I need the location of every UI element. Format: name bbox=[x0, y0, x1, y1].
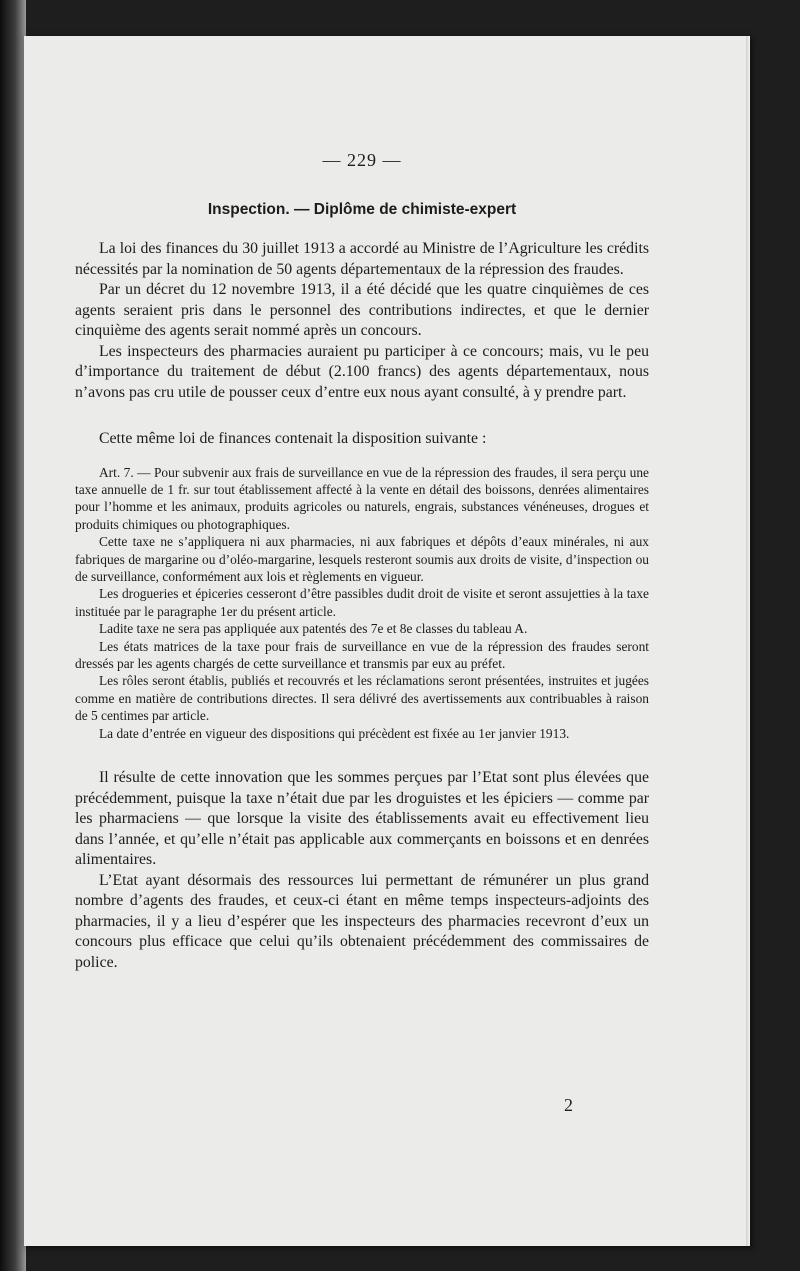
section-heading: Inspection. — Diplôme de chimiste-expert bbox=[207, 201, 517, 218]
page-content bbox=[75, 150, 649, 973]
article-paragraph: Les rôles seront établis, publiés et recouvrés et les réclamations seront présentées, instruites et jugées comme en matière de contributions directes. Il sera délivré des avertissements aux contribuables à raison de 5 centimes par article. bbox=[75, 673, 649, 724]
signature-mark: 2 bbox=[564, 1095, 573, 1115]
article-paragraph: Art. 7. — Pour subvenir aux frais de surveillance en vue de la répression des fraudes, il sera perçu une taxe annuelle de 1 fr. sur tout établissement affecté à la vente en détail des boissons, denrées alimentaires pour l’homme et les animaux, produits agricoles ou naturels, engrais, substances vénéneuses, drogues et produits chimiques ou photographiques. bbox=[75, 464, 649, 532]
intro-section bbox=[75, 239, 649, 403]
closing-section bbox=[75, 768, 649, 973]
paragraph: Les inspecteurs des pharmacies auraient pu participer à ce concours; mais, vu le peu d’importance du traitement de début (2.100 francs) des agents départementaux, nous n’avons pas cru utile de pousser ceux d’entre eux nous ayant consulté, à y prendre part. bbox=[75, 342, 649, 401]
paragraph: La loi des finances du 30 juillet 1913 a accordé au Ministre de l’Agriculture les crédits nécessités par la nomination de 50 agents départementaux de la répression des fraudes. bbox=[75, 240, 649, 278]
book-page bbox=[24, 36, 750, 1246]
book-binding bbox=[0, 0, 26, 1271]
page-edge bbox=[746, 36, 750, 1246]
article-quote bbox=[75, 464, 649, 743]
article-paragraph: Cette taxe ne s’appliquera ni aux pharmacies, ni aux fabriques et dépôts d’eaux minérales, ni aux fabriques de margarine ou d’oléo-margarine, lesquels resteront soumis aux droits de visite, d’inspection ou de surveillance, conformément aux lois et règlements en vigueur. bbox=[75, 534, 649, 584]
article-paragraph: Ladite taxe ne sera pas appliquée aux patentés des 7e et 8e classes du tableau A. bbox=[99, 621, 528, 637]
page-number: — 229 — bbox=[322, 150, 402, 170]
article-paragraph: Les drogueries et épiceries cesseront d’être passibles dudit droit de visite et seront assujetties à la taxe instituée par le paragraphe 1er du présent article. bbox=[75, 586, 649, 619]
paragraph: Il résulte de cette innovation que les sommes perçues par l’Etat sont plus élevées que précédemment, puisque la taxe n’était due par les droguistes et les épiciers — comme par les pharmaciens — que lorsque la visite des établissements avait eu effectivement lieu dans l’année, et qu’elle n’était pas applicable aux commerçants en boissons et en denrées alimentaires. bbox=[75, 769, 649, 868]
article-paragraph: Les états matrices de la taxe pour frais de surveillance en vue de la répression des fraudes seront dressés par les agents chargés de cette surveillance et transmis par eux au préfet. bbox=[75, 638, 649, 671]
paragraph: Par un décret du 12 novembre 1913, il a été décidé que les quatre cinquièmes de ces agents seraient pris dans le personnel des contributions indirectes, et que le dernier cinquième des agents serait nommé après un concours. bbox=[75, 281, 649, 339]
lead-line: Cette même loi de finances contenait la disposition suivante : bbox=[99, 430, 487, 447]
lead-section bbox=[75, 429, 649, 450]
paragraph: L’Etat ayant désormais des ressources lui permettant de rémunérer un plus grand nombre d’agents des fraudes, et ceux-ci étant en même temps inspecteurs-adjoints des pharmacies, il y a lieu d’espérer que les inspecteurs des pharmacies recevront d’eux un concours plus efficace que celui qu’ils obtenaient précédemment des commissaires de police. bbox=[75, 871, 649, 971]
article-paragraph: La date d’entrée en vigueur des dispositions qui précèdent est fixée au 1er janvier 1913. bbox=[99, 725, 570, 741]
